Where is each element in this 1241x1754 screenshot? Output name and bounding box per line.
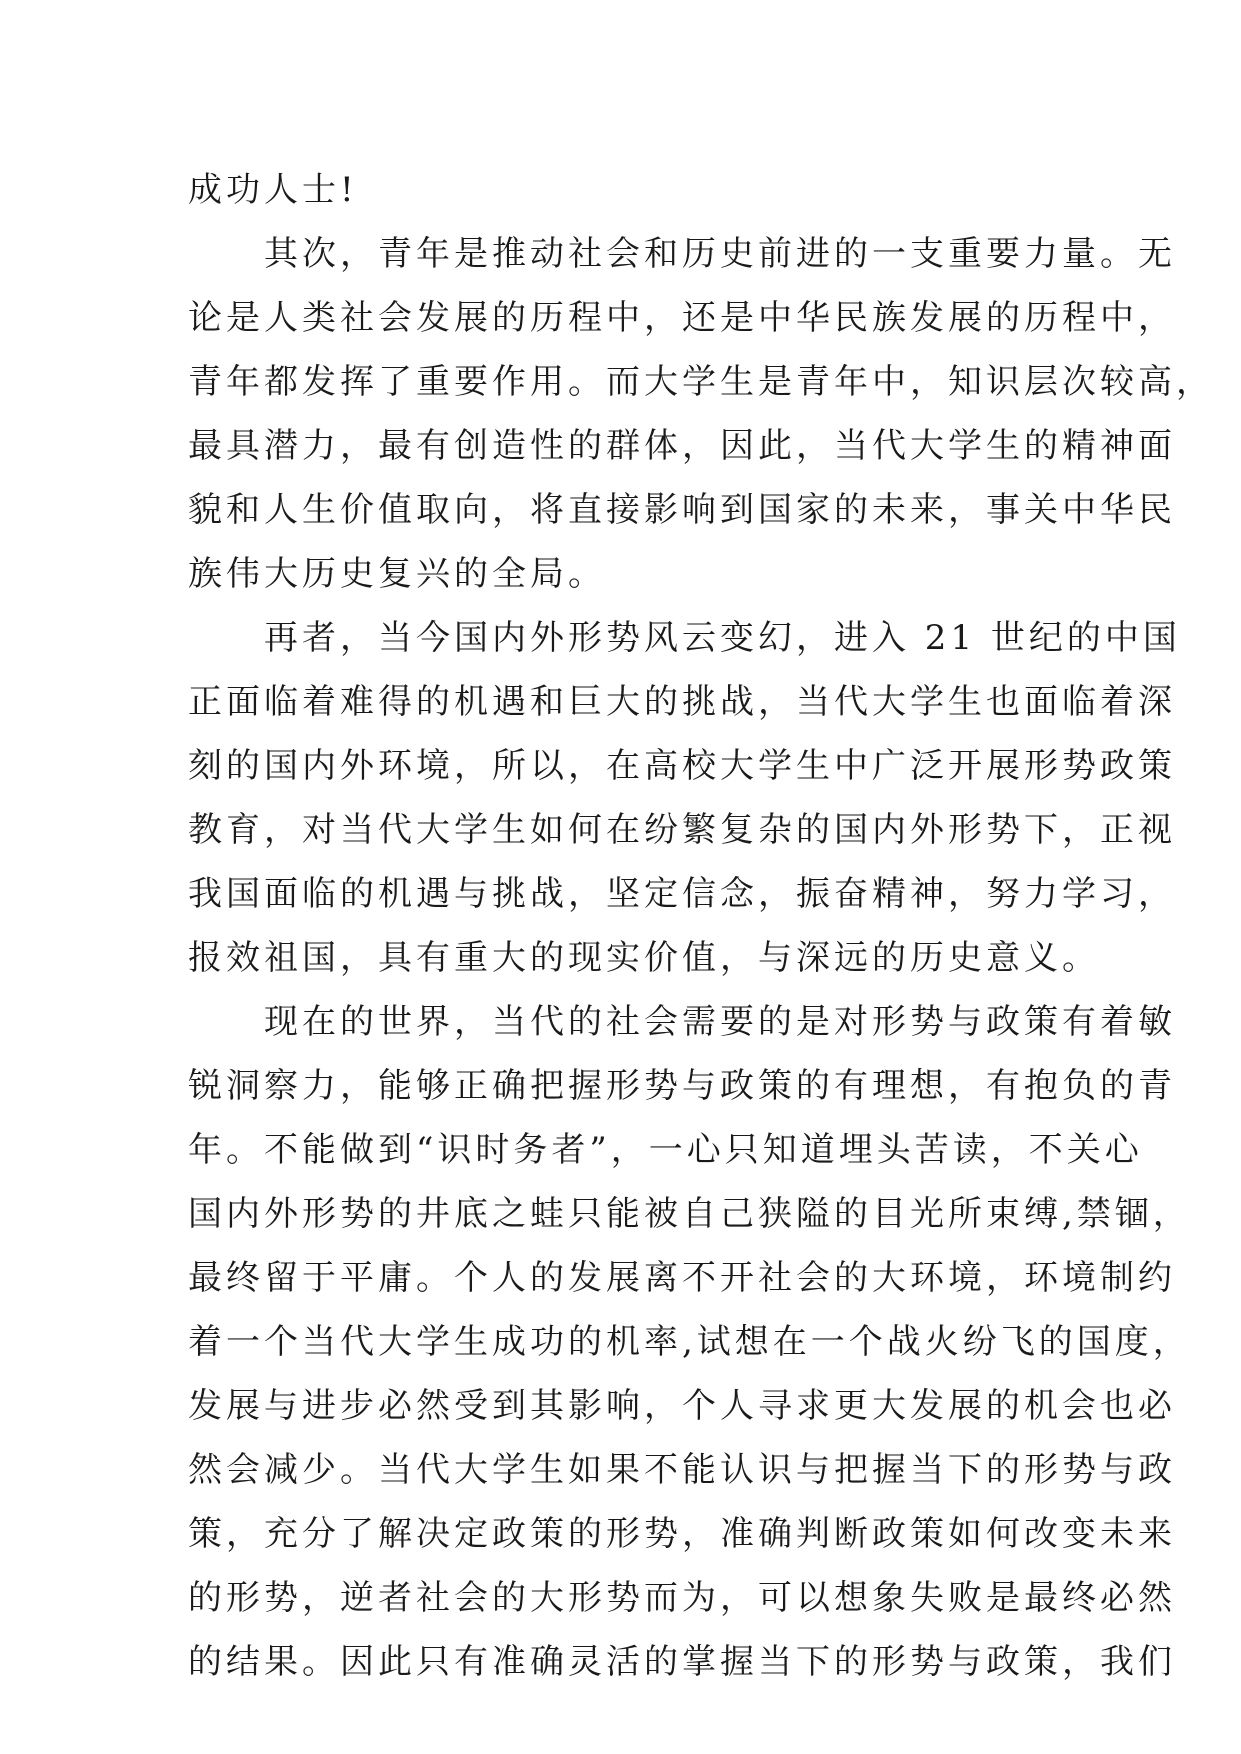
- text-line: 其次，青年是推动社会和历史前进的一支重要力量。无: [264, 234, 1176, 274]
- text-line: 最终留于平庸。个人的发展离不开社会的大环境，环境制约: [188, 1258, 1176, 1298]
- text-line: 成功人士!: [188, 170, 358, 210]
- text-line: 教育，对当代大学生如何在纷繁复杂的国内外形势下，正视: [188, 810, 1176, 850]
- text-line: 现在的世界，当代的社会需要的是对形势与政策有着敏: [264, 1002, 1176, 1042]
- text-line: 正面临着难得的机遇和巨大的挑战，当代大学生也面临着深: [188, 682, 1176, 722]
- text-line: 青年都发挥了重要作用。而大学生是青年中，知识层次较高，: [188, 362, 1214, 402]
- text-line: 国内外形势的井底之蛙只能被自己狭隘的目光所束缚,禁锢，: [188, 1194, 1191, 1234]
- text-line: 再者，当今国内外形势风云变幻，进入 21 世纪的中国: [264, 618, 1181, 658]
- text-line: 刻的国内外环境，所以，在高校大学生中广泛开展形势政策: [188, 746, 1176, 786]
- text-line: 锐洞察力，能够正确把握形势与政策的有理想，有抱负的青: [188, 1066, 1176, 1106]
- text-line: 策，充分了解决定政策的形势，准确判断政策如何改变未来: [188, 1514, 1176, 1554]
- text-line: 发展与进步必然受到其影响，个人寻求更大发展的机会也必: [188, 1386, 1176, 1426]
- text-line: 着一个当代大学生成功的机率,试想在一个战火纷飞的国度，: [188, 1322, 1191, 1362]
- text-line: 报效祖国，具有重大的现实价值，与深远的历史意义。: [188, 938, 1100, 978]
- text-line: 年。不能做到“识时务者”，一心只知道埋头苦读，不关心: [188, 1130, 1143, 1170]
- text-line: 貌和人生价值取向，将直接影响到国家的未来，事关中华民: [188, 490, 1176, 530]
- text-line: 然会减少。当代大学生如果不能认识与把握当下的形势与政: [188, 1450, 1176, 1490]
- text-line: 的形势，逆者社会的大形势而为，可以想象失败是最终必然: [188, 1578, 1176, 1618]
- text-line: 最具潜力，最有创造性的群体，因此，当代大学生的精神面: [188, 426, 1176, 466]
- text-line: 我国面临的机遇与挑战，坚定信念，振奋精神，努力学习，: [188, 874, 1176, 914]
- text-line: 论是人类社会发展的历程中，还是中华民族发展的历程中，: [188, 298, 1176, 338]
- text-line: 的结果。因此只有准确灵活的掌握当下的形势与政策，我们: [188, 1642, 1176, 1682]
- text-line: 族伟大历史复兴的全局。: [188, 554, 606, 594]
